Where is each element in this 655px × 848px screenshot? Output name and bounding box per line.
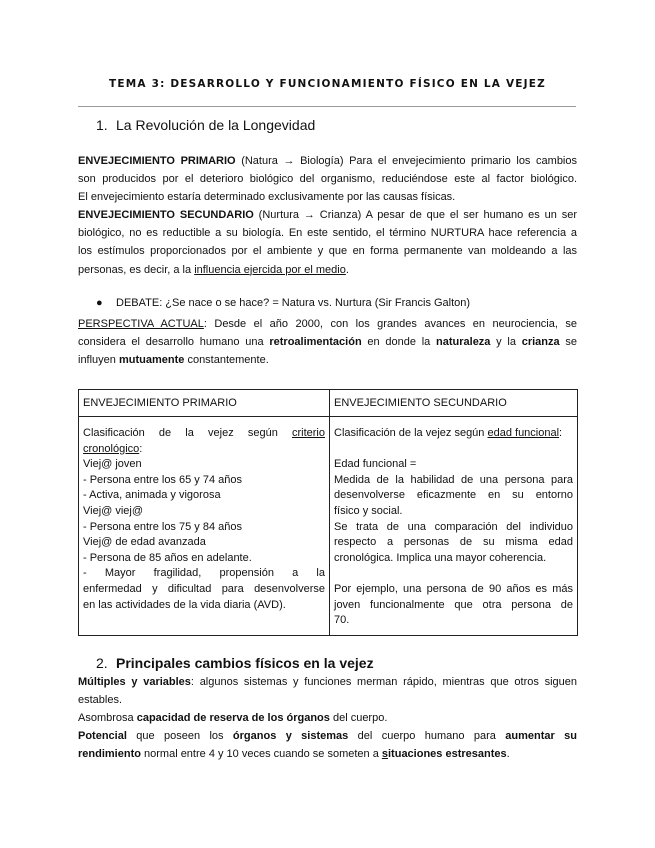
- cell-line: en las actividades de la vida diaria (AVD).: [83, 598, 286, 611]
- title-divider: [78, 106, 576, 107]
- text-span: se: [559, 336, 577, 349]
- text-span: Clasificación de la vejez según: [334, 427, 488, 439]
- text-span: constantemente.: [184, 354, 269, 367]
- section-title: La Revolución de la Longevidad: [116, 117, 316, 133]
- text-line: estables.: [78, 694, 123, 707]
- term-primario: ENVEJECIMIENTO PRIMARIO: [78, 155, 236, 167]
- cell-line: Por ejemplo, una persona de 90 años es más: [334, 582, 573, 595]
- text-line: [78, 206, 577, 224]
- cell-line: físico y social.: [334, 504, 403, 517]
- bold-term: naturaleza: [436, 336, 491, 349]
- table-cell-secundario: [330, 417, 578, 636]
- cell-line: [83, 426, 325, 442]
- bold-term: retroalimentación: [269, 336, 362, 349]
- text-span: (Natura → Biología) Para el envejecimiento primario los cambios: [235, 155, 577, 167]
- text-line: [78, 673, 577, 691]
- underlined-phrase: edad funcional: [487, 427, 560, 439]
- text-span: influyen: [78, 354, 119, 367]
- text-span: .: [345, 263, 349, 276]
- cell-line: [334, 426, 573, 442]
- cell-line: Medida de la habilidad de una persona para: [334, 473, 573, 486]
- text-line: [78, 351, 577, 369]
- bold-term: crianza: [521, 336, 560, 349]
- text-span: normal entre 4 y 10 veces cuando se someten a: [140, 748, 382, 761]
- cell-line: Edad funcional =: [334, 458, 417, 471]
- cell-line: Viej@ joven: [83, 458, 142, 471]
- text-span: ituaciones estresantes: [388, 748, 507, 761]
- underlined-phrase: criterio: [291, 427, 325, 439]
- cell-line: - Activa, animada y vigorosa: [83, 489, 221, 502]
- cell-line: - Persona de 85 años en adelante.: [83, 551, 252, 564]
- text-span: y la: [490, 336, 522, 349]
- comparison-table: [78, 389, 578, 636]
- cell-line: [83, 442, 325, 458]
- text-span: considera el desarrollo humano una: [78, 336, 270, 349]
- text-span: Clasificación de la vejez según: [83, 427, 292, 439]
- text-span: :: [559, 427, 563, 439]
- underlined-phrase: cronológico: [83, 442, 140, 455]
- underlined-phrase: influencia ejercida por el medio: [194, 263, 346, 276]
- cell-line: 70.: [334, 614, 350, 627]
- text-span: : Desde el año 2000, con los grandes avances en neurociencia, se: [203, 318, 577, 330]
- text-span: Asombrosa: [78, 712, 137, 725]
- text-span: : algunos sistemas y funciones merman rápido, mientras que otros siguen: [190, 676, 577, 688]
- section-heading-2: [96, 655, 374, 671]
- cell-line: - Mayor fragilidad, propensión a la: [83, 567, 325, 580]
- text-span: que poseen los: [126, 730, 233, 743]
- debate-text: DEBATE: ¿Se nace o se hace? = Natura vs. Nurtura (Sir Francis Galton): [116, 297, 471, 309]
- bold-term: capacidad de reserva de los órganos: [136, 712, 330, 725]
- text-span: :: [139, 442, 143, 455]
- spacer: [334, 442, 573, 458]
- text-line: [78, 315, 577, 333]
- cell-line: desenvolverse eficazmente en su entorno: [334, 489, 573, 502]
- text-line: [78, 745, 577, 763]
- text-line: El envejecimiento estaría determinado exclusivamente por las causas físicas.: [78, 191, 456, 204]
- cell-line: Viej@ viej@: [83, 504, 144, 517]
- text-span: personas, es decir, a la: [78, 263, 195, 276]
- bold-term: órganos y sistemas: [232, 730, 349, 743]
- bold-term: Potencial: [78, 730, 127, 743]
- table-header-primario: ENVEJECIMIENTO PRIMARIO: [79, 390, 330, 417]
- underlined-phrase: PERSPECTIVA ACTUAL: [78, 318, 204, 330]
- table-header-secundario: ENVEJECIMIENTO SECUNDARIO: [330, 390, 578, 417]
- bold-term: aumentar su: [505, 730, 577, 743]
- debate-bullet: [96, 297, 470, 309]
- table-cell-primario: [79, 417, 330, 636]
- table-header-row: [79, 390, 578, 417]
- bold-term: Múltiples y variables: [78, 676, 191, 688]
- section-title: Principales cambios físicos en la vejez: [116, 655, 374, 671]
- cell-line: enfermedad y dificultad para desenvolverse: [83, 582, 325, 595]
- text-line: [78, 152, 577, 170]
- text-line: [78, 709, 577, 727]
- cell-line: joven funcionalmente que otra persona de: [334, 598, 573, 611]
- text-span: (Nurtura → Crianza) A pesar de que el ser humano es un ser: [253, 209, 577, 222]
- underlined-letter: s: [381, 748, 388, 761]
- text-line: son producidos por el deterioro biológico del organismo, reduciéndose este al factor biológico.: [78, 173, 577, 186]
- cell-line: cronológica. Implica una mayor coherencia.: [334, 551, 547, 564]
- text-line: [78, 261, 577, 279]
- text-line: [78, 727, 577, 745]
- text-span: del cuerpo.: [329, 712, 388, 725]
- document-title: TEMA 3: DESARROLLO Y FUNCIONAMIENTO FÍSICO EN LA VEJEZ: [109, 78, 546, 90]
- paragraph-envejecimiento: [78, 152, 577, 279]
- text-span: del cuerpo humano para: [348, 730, 506, 743]
- cell-line: - Persona entre los 65 y 74 años: [83, 473, 242, 486]
- cell-line: Se trata de una comparación del individuo: [334, 520, 573, 533]
- text-span: .: [506, 748, 510, 761]
- bullet-icon: ●: [96, 297, 103, 309]
- section-number: 2.: [96, 655, 108, 671]
- section-heading-1: [96, 117, 315, 133]
- bold-term: mutuamente: [118, 354, 185, 367]
- cell-line: respecto a personas de su misma edad: [334, 536, 573, 549]
- table-row: [79, 417, 578, 636]
- text-span: en donde la: [361, 336, 437, 349]
- text-line: [78, 333, 577, 351]
- paragraph-perspectiva: [78, 315, 577, 369]
- cell-line: - Persona entre los 75 y 84 años: [83, 520, 242, 533]
- bold-term: [382, 748, 507, 760]
- section-number: 1.: [96, 117, 108, 133]
- text-line: biológico, no es reductible a su biología. En este sentido, el término NURTURA hace referencia a: [78, 227, 577, 240]
- text-line: los estímulos proporcionados por el ambiente y que en forma permanente van moldeando a las: [78, 245, 577, 258]
- paragraph-cambios: [78, 673, 577, 763]
- bold-term: rendimiento: [78, 748, 141, 761]
- spacer: [334, 566, 573, 582]
- term-secundario: ENVEJECIMIENTO SECUNDARIO: [78, 209, 254, 222]
- cell-line: Viej@ de edad avanzada: [83, 536, 206, 549]
